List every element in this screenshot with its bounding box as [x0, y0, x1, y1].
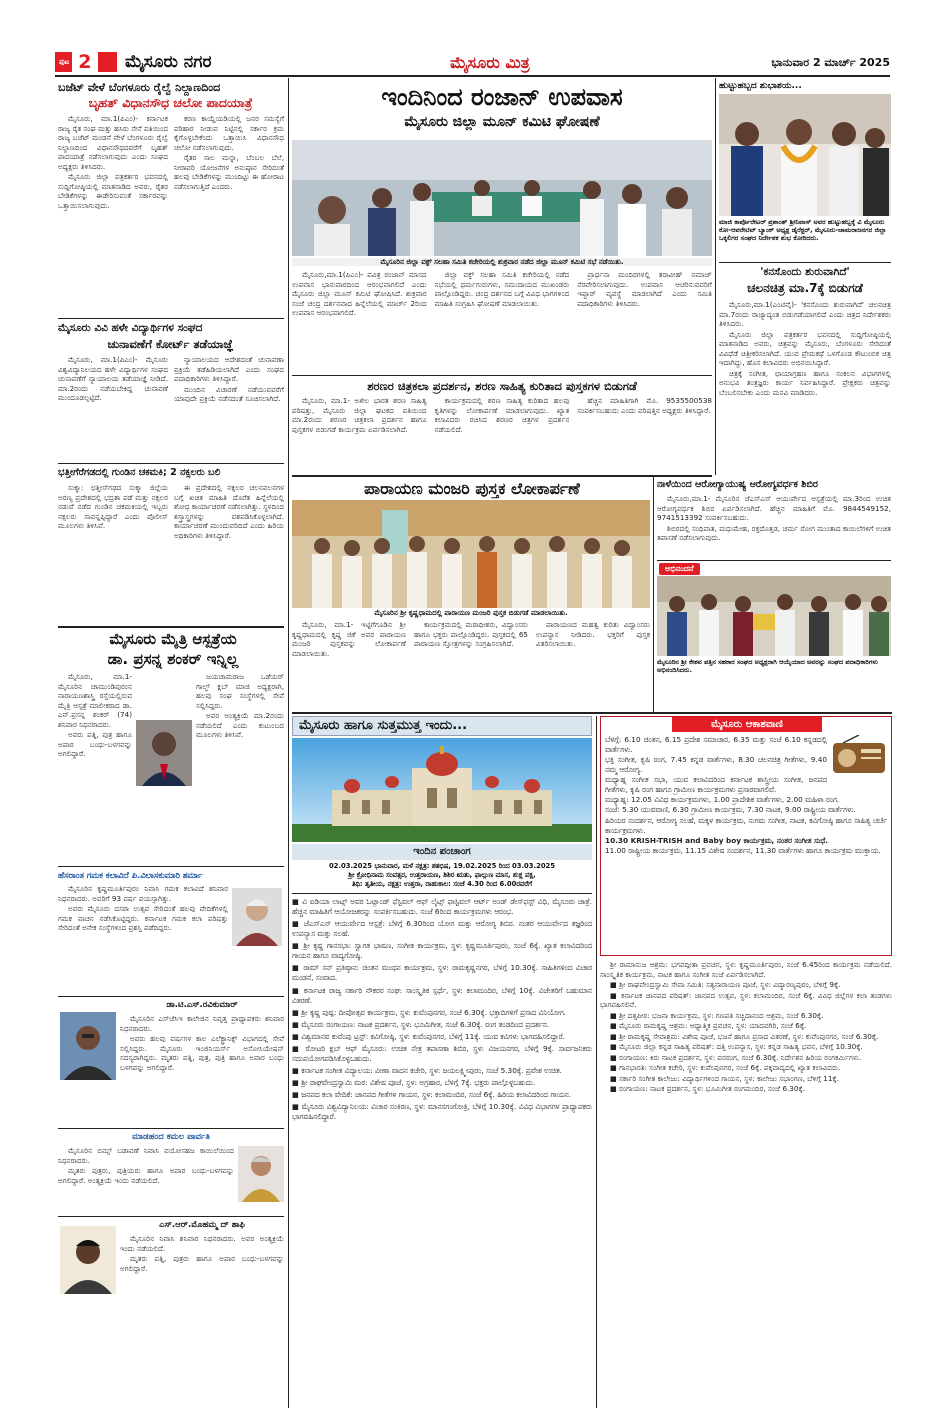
- sharana-text: ಮೈಸೂರು, ಮಾ.1- ಅಖಿಲ ಭಾರತ ಶರಣ ಸಾಹಿತ್ಯ ಪರಿಷತ್ತು, ಮೈಸೂರು ಜಿಲ್ಲಾ ಘಟಕದ ವತಿಯಿಂದ ಮಾ.2ರಂದು ಶರಣರ ಚಿತ್ರಕಲಾ ಪ್ರದರ್ಶನ ಹಾಗೂ ಪುಸ್ತಕಗಳ ಬಿಡುಗಡೆ ಕಾರ್ಯಕ್ರಮ ಏರ್ಪಡಿಸಲಾಗಿದೆ.: [292, 396, 427, 434]
- singer-portrait: [232, 888, 282, 946]
- radio-lower-body: ಶ್ರೀ ರಾಮಾನುಜ ಆಶ್ರಮ: ಭಗವದ್ಗೀತಾ ಪ್ರವಚನ, ಸ್ಥಳ: ಕೃಷ್ಣಮೂರ್ತಿಪುರಂ, ಸಂಜೆ 6.45ರಿಂದ ಕಾರ್ಯಕ್ರಮ ನಡೆಯಲಿದೆ. ಸಾಂಸ್ಕೃತಿಕ ಕಾರ್ಯಕ್ರಮ, ನಾಟಕ ಹಾಗೂ ಸಂಗೀತ ಸಂಜೆ ಏರ್ಪಡಿಸಲಾಗಿದೆ. ■ ಶ್ರೀ ರಾಘವೇಂದ್ರಸ್ವಾಮಿ ಸೇವಾ ಸಮಿತಿ: ಸತ್ಯನಾರಾಯಣ ಪೂಜೆ, ಸ್ಥಳ: ವಿದ್ಯಾರಣ್ಯಪುರಂ, ಬೆಳಿಗ್ಗೆ 9ಕ್ಕೆ. ■ ಕರ್ನಾಟಕ ಜಾನಪದ ಪರಿಷತ್: ಜಾನಪದ ಉತ್ಸವ, ಸ್ಥಳ: ಕಲಾಮಂದಿರ, ಸಂಜೆ 6ಕ್ಕೆ. ವಿವಿಧ ಜಿಲ್ಲೆಗಳ ಕಲಾ ತಂಡಗಳು ಭಾಗವಹಿಸಲಿವೆ. ■ ಶ್ರೀ ದತ್ತಪೀಠ: ಭಜನಾ ಕಾರ್ಯಕ್ರಮ, ಸ್ಥಳ: ಗಣಪತಿ ಸಚ್ಚಿದಾನಂದ ಆಶ್ರಮ, ಸಂಜೆ 6.30ಕ್ಕೆ. ■ ಮೈಸೂರು ರಾಮಕೃಷ್ಣ ಆಶ್ರಮ: ಆಧ್ಯಾತ್ಮಿಕ ಪ್ರವಚನ, ಸ್ಥಳ: ಯಾದವಗಿರಿ, ಸಂಜೆ 6ಕ್ಕೆ. ■ ಶ್ರೀ ರಾಮಕೃಷ್ಣ ಸೇವಾಶ್ರಮ: ವಿಶೇಷ ಪೂಜೆ, ಭಜನೆ ಹಾಗೂ ಪ್ರಸಾದ ವಿತರಣೆ, ಸ್ಥಳ: ಕುವೆಂಪುನಗರ, ಸಂಜೆ 6.30ಕ್ಕೆ. ■ ಮೈಸೂರು ಜಿಲ್ಲಾ ಕನ್ನಡ ಸಾಹಿತ್ಯ ಪರಿಷತ್: ದತ್ತಿ ಉಪನ್ಯಾಸ, ಸ್ಥಳ: ಕನ್ನಡ ಸಾಹಿತ್ಯ ಭವನ, ಬೆಳಿಗ್ಗೆ 10.30ಕ್ಕೆ. ■ ರಂಗಾಯಣ: ಕಿರು ನಾಟಕ ಪ್ರದರ್ಶನ, ಸ್ಥಳ: ವನರಂಗ, ಸಂಜೆ 6.30ಕ್ಕೆ. ನಿರ್ದೇಶನ ಹಿರಿಯ ರಂಗಕರ್ಮಿಗಳು. ■ ಗಾನಭಾರತಿ: ಸಂಗೀತ ಕಚೇರಿ, ಸ್ಥಳ: ಕುವೆಂಪುನಗರ, ಸಂಜೆ 6ಕ್ಕೆ. ಪಕ್ಕವಾದ್ಯದಲ್ಲಿ ಖ್ಯಾತ ಕಲಾವಿದರು. ■ ಸರ್ಕಾರಿ ಸಂಗೀತ ಕಾಲೇಜು: ವಿದ್ಯಾರ್ಥಿಗಳಿಂದ ಗಾಯನ, ಸ್ಥಳ: ಕಾಲೇಜು ಸಭಾಂಗಣ, ಬೆಳಿಗ್ಗೆ 11ಕ್ಕೆ. ■ ರಂಗಾಯಣ: ನಾಟಕ ಪ್ರದರ್ಶನ, ಸ್ಥಳ: ಭೂಮಿಗೀತ ರಂಗಮಂದಿರ, ಸಂಜೆ 6.30ಕ್ಕೆ.: [600, 960, 892, 1093]
- ramzan-headline: ಇಂದಿನಿಂದ ರಂಜಾನ್ ಉಪವಾಸ: [381, 83, 623, 111]
- obituary-text-2: ಮೈಸೂರಿನ ಕೃಷ್ಣಮೂರ್ತಿಪುರಂ ನಿವಾಸಿ ಗಮಕ ಕಲಾವಿದೆ ಶನಿವಾರ ನಿಧನರಾದರು. ಅವರಿಗೆ 93 ವರ್ಷ ವಯಸ್ಸಾಗಿತ್ತು.: [58, 884, 228, 903]
- story-text-b: ನ್ಯಾಯಾಲಯದ ಆದೇಶದಂತೆ ಚುನಾವಣಾ ಪ್ರಕ್ರಿಯೆ ತಡೆಹಿಡಿಯಲಾಗಿದೆ ಎಂದು ಸಂಘದ ಪದಾಧಿಕಾರಿಗಳು ತಿಳಿಸಿದ್ದಾರೆ.: [174, 355, 284, 383]
- birthday-caption: ಮಾಜಿ ಕಾರ್ಪೊರೇಟರ್ ಪ್ರಶಾಂತ್ ಶ್ರೀನಿವಾಸ್ ಅವರ ಹುಟ್ಟುಹಬ್ಬಕ್ಕೆ ವಿ ಮೈಸೂರು ಕೋ-ಆಪರೇಟಿವ್ ಬ್ಯಾಂಕ್ ಅಧ್ಯಕ್ಷ ಡೈರೆಕ್ಟರ್, ಮೈಸೂರು-ಚಾಮರಾಜನಗರ ಜಿಲ್ಲಾ ಒಕ್ಕಲಿಗರ ಸಂಘದ ನಿರ್ದೇಶಕ ಶುಭ ಕೋರಿದರು.: [719, 218, 887, 243]
- radio-line: 11.00 ರಾಷ್ಟ್ರೀಯ ಕಾರ್ಯಕ್ರಮ, 11.15 ವಿಶೇಷ ಸಂದರ್ಶನ, 11.30 ವಾರ್ತೆಗಳು ಹಾಗೂ ಕಾರ್ಯಕ್ರಮ ಮುಕ್ತಾಯ.: [605, 845, 881, 855]
- radio-lower-text: ಶ್ರೀ ರಾಮಾನುಜ ಆಶ್ರಮ: ಭಗವದ್ಗೀತಾ ಪ್ರವಚನ, ಸ್ಥಳ: ಕೃಷ್ಣಮೂರ್ತಿಪುರಂ, ಸಂಜೆ 6.45ರಿಂದ ಕಾರ್ಯಕ್ರಮ ನಡೆಯಲಿದೆ. ಸಾಂಸ್ಕೃತಿಕ ಕಾರ್ಯಕ್ರಮ, ನಾಟಕ ಹಾಗೂ ಸಂಗೀತ ಸಂಜೆ ಏರ್ಪಡಿಸಲಾಗಿದೆ.: [600, 960, 892, 979]
- obituary-text-4: ಮೈಸೂರಿನ ಬಿಮ್ಸ್ ಬಡಾವಣೆ ನಿವಾಸಿ ವಯೋಸಹಜ ಕಾಯಿಲೆಯಿಂದ ನಿಧನರಾದರು.: [58, 1146, 234, 1165]
- portrait-icon: [232, 888, 282, 946]
- birthday-photo-icon: [719, 94, 891, 216]
- film-kicker: 'ಕನಸೊಂದು ಶುರುವಾಗಿದೆ': [760, 266, 850, 278]
- today-banner: [292, 716, 592, 736]
- list-item: ■ ರೋಟರಿ ಕ್ಲಬ್ ಆಫ್ ಮೈಸೂರು: ಉಚಿತ ನೇತ್ರ ತಪಾಸಣಾ ಶಿಬಿರ, ಸ್ಥಳ: ವಿಜಯನಗರ, ಬೆಳಿಗ್ಗೆ 9ಕ್ಕೆ. ಸಾರ್ವಜನಿಕರು ಸದುಪಯೋಗಪಡಿಸಿಕೊಳ್ಳಬಹುದು.: [292, 1043, 592, 1063]
- obituary-sub-4-body: ಮೈಸೂರಿನ ನಿವಾಸಿ ಶನಿವಾರ ನಿಧನರಾದರು. ಅವರ ಅಂತ್ಯಕ್ರಿಯೆ ಇಂದು ನಡೆಯಲಿದೆ. ಮೃತರು ಪತ್ನಿ, ಪುತ್ರರು ಹಾಗೂ ಅಪಾರ ಬಂಧು-ಬಳಗವನ್ನು ಅಗಲಿದ್ದಾರೆ.: [120, 1234, 284, 1273]
- ramzan-caption: ಮೈಸೂರಿನ ಜಿಲ್ಲಾ ವಕ್ಫ್ ಸಲಹಾ ಸಮಿತಿ ಕಚೇರಿಯಲ್ಲಿ ಶುಕ್ರವಾರ ನಡೆದ ಜಿಲ್ಲಾ ಮೂನ್ ಕಮಿಟಿ ಸಭೆ ನಡೆಯಿತು.: [292, 258, 712, 266]
- palace-icon: [292, 738, 592, 842]
- list-item: ■ ಶ್ರೀ ಕೃಷ್ಣ ಗಾನಸಭಾ: ಸ್ವಾಗತ ಭಾಷಣ, ಸಂಗೀತ ಕಾರ್ಯಕ್ರಮ, ಸ್ಥಳ: ಕೃಷ್ಣಮೂರ್ತಿಪುರಂ, ಸಂಜೆ 6ಕ್ಕೆ. ಖ್ಯಾತ ಕಲಾವಿದರಿಂದ ಗಾಯನ ಹಾಗೂ ವಾದ್ಯಗೋಷ್ಠಿ.: [292, 941, 592, 961]
- radio-box: [600, 716, 892, 956]
- obituary-sub-1: ಹೆಸರಾಂತ ಗಮಕ ಕಲಾವಿದೆ ಪಿ.ವಿಲಾಸಕುಮಾರಿ ಶರ್ಮಾ: [58, 870, 203, 880]
- radio-line: ಮಧ್ಯಾಹ್ನ ಸಂಗೀತ ಸಭಾ, ಯುವ ಕಲಾವಿದರಿಂದ ಕರ್ನಾಟಕ ಶಾಸ್ತ್ರೀಯ ಸಂಗೀತ, ಜನಪದ ಗೀತೆಗಳು, ಕೃಷಿ ರಂಗ ಹಾಗೂ ಗ್ರಾಮೀಣ ಕಾರ್ಯಕ್ರಮಗಳು ಪ್ರಸಾರವಾಗಲಿವೆ.: [605, 775, 827, 795]
- obituary-sub-3-body: ಮೈಸೂರಿನ ಬಿಮ್ಸ್ ಬಡಾವಣೆ ನಿವಾಸಿ ವಯೋಸಹಜ ಕಾಯಿಲೆಯಿಂದ ನಿಧನರಾದರು. ಮೃತರು ಪುತ್ರರು, ಪುತ್ರಿಯರು ಹಾಗೂ ಅಪಾರ ಬಂಧು-ಬಳಗವನ್ನು ಅಗಲಿದ್ದಾರೆ. ಅಂತ್ಯಕ್ರಿಯೆ ಇಂದು ನಡೆಯಲಿದೆ.: [58, 1146, 234, 1185]
- professor-portrait: [60, 1012, 116, 1080]
- list-item: ■ ಮೈಸೂರು ರಂಗಾಯಣ: ನಾಟಕ ಪ್ರದರ್ಶನ, ಸ್ಥಳ: ಭೂಮಿಗೀತ, ಸಂಜೆ 6.30ಕ್ಕೆ. ರಂಗ ತಂಡದಿಂದ ಪ್ರದರ್ಶನ.: [292, 1019, 550, 1029]
- portrait-icon: [60, 1012, 116, 1080]
- masthead: ಮೈಸೂರು ಮಿತ್ರ: [450, 53, 530, 72]
- birthday-photo: [719, 94, 891, 216]
- radio-line: ಭಕ್ತಿ ಸಂಗೀತ, ಕೃಷಿ ರಂಗ, 7.45 ಕನ್ನಡ ವಾರ್ತೆಗಳು, 8.30 ಚಲನಚಿತ್ರ ಗೀತೆಗಳು, 9.40 ನಮ್ಮ ಆರೋಗ್ಯ.: [605, 755, 827, 775]
- page-label: ಪುಟ: [59, 57, 70, 66]
- story-kicker: ಬಜೆಟ್ ವೇಳೆ ಬೆಂಗಳೂರು ರೈಲ್ವೆ ನಿಲ್ದಾಣದಿಂದ: [58, 81, 221, 94]
- doctor-portrait: [136, 720, 192, 786]
- obituary-sub-1-body: ಮೈಸೂರಿನ ಕೃಷ್ಣಮೂರ್ತಿಪುರಂ ನಿವಾಸಿ ಗಮಕ ಕಲಾವಿದೆ ಶನಿವಾರ ನಿಧನರಾದರು. ಅವರಿಗೆ 93 ವರ್ಷ ವಯಸ್ಸಾಗಿತ್ತು. ಅವರು ಮೈಸೂರು ದಸರಾ ಉತ್ಸವ ಸೇರಿದಂತೆ ಹಲವು ವೇದಿಕೆಗಳಲ್ಲಿ ಗಮಕ ವಾಚನ ನಡೆಸಿಕೊಟ್ಟಿದ್ದರು. ಕರ್ನಾಟಕ ಗಮಕ ಕಲಾ ಪರಿಷತ್ತು ಸೇರಿದಂತೆ ಅನೇಕ ಸಂಸ್ಥೆಗಳಿಂದ ಪ್ರಶಸ್ತಿ ಪಡೆದಿದ್ದರು.: [58, 884, 228, 932]
- sharana-headline: ಶರಣರ ಚಿತ್ರಕಲಾ ಪ್ರದರ್ಶನ, ಶರಣ ಸಾಹಿತ್ಯ ಕುರಿತಾದ ಪುಸ್ತಕಗಳ ಬಿಡುಗಡೆ: [367, 379, 637, 393]
- obituary-text-5: ಮೈಸೂರಿನ ನಿವಾಸಿ ಶನಿವಾರ ನಿಧನರಾದರು. ಅವರ ಅಂತ್ಯಕ್ರಿಯೆ ಇಂದು ನಡೆಯಲಿದೆ.: [120, 1234, 284, 1253]
- ramzan-body: ಮೈಸೂರು,ಮಾ.1(ಪಿಎಂ)- ಪವಿತ್ರ ರಂಜಾನ್ ಮಾಸದ ಉಪವಾಸ ಭಾನುವಾರದಿಂದ ಆರಂಭವಾಗಲಿದೆ ಎಂದು ಮೈಸೂರು ಜಿಲ್ಲಾ ಮೂನ್ ಕಮಿಟಿ ಘೋಷಿಸಿದೆ. ಶುಕ್ರವಾರ ಸಂಜೆ ಚಂದ್ರ ದರ್ಶನವಾದ ಹಿನ್ನೆಲೆಯಲ್ಲಿ ಮಾರ್ಚ್ 2ರಿಂದ ಉಪವಾಸ ಆರಂಭವಾಗಲಿದೆ. ಜಿಲ್ಲಾ ವಕ್ಫ್ ಸಲಹಾ ಸಮಿತಿ ಕಚೇರಿಯಲ್ಲಿ ನಡೆದ ಸಭೆಯಲ್ಲಿ ಧರ್ಮಗುರುಗಳು, ಸಮುದಾಯದ ಮುಖಂಡರು ಪಾಲ್ಗೊಂಡಿದ್ದರು. ಚಂದ್ರ ದರ್ಶನದ ಬಗ್ಗೆ ವಿವಿಧ ಭಾಗಗಳಿಂದ ಮಾಹಿತಿ ಸಂಗ್ರಹಿಸಿ ಘೋಷಣೆ ಮಾಡಲಾಯಿತು. ಪ್ರಾರ್ಥನಾ ಮಂದಿರಗಳಲ್ಲಿ ತರಾವೀಹ್ ನಮಾಜ್ ನೆರವೇರಿಸಲಾಗುವುದು. ಉಪವಾಸ ಆಚರಿಸುವವರಿಗೆ ಇಫ್ತಾರ್ ವ್ಯವಸ್ಥೆ ಮಾಡಲಾಗಿದೆ ಎಂದು ಸಮಿತಿ ಪದಾಧಿಕಾರಿಗಳು ತಿಳಿಸಿದರು.: [292, 270, 712, 317]
- obituary-sub-2-body: ಮೈಸೂರಿನ ಎಸ್‌ಜೆಸಿಇ ಕಾಲೇಜಿನ ನಿವೃತ್ತ ಪ್ರಾಧ್ಯಾಪಕರು ಶನಿವಾರ ನಿಧನರಾದರು. ಅವರು ಹಲವು ವರ್ಷಗಳ ಕಾಲ ಎಲೆಕ್ಟ್ರಾನಿಕ್ಸ್ ವಿಭಾಗದಲ್ಲಿ ಸೇವೆ ಸಲ್ಲಿಸಿದ್ದರು. ಮೈಸೂರು ಇಂಜಿನಿಯರ್ಸ್ ಅಸೋಸಿಯೇಷನ್ ಸದಸ್ಯರಾಗಿದ್ದರು. ಮೃತರು ಪತ್ನಿ, ಪುತ್ರ, ಪುತ್ರಿ ಹಾಗೂ ಅಪಾರ ಬಂಧು ಬಳಗವನ್ನು ಅಗಲಿದ್ದಾರೆ.: [120, 1014, 284, 1072]
- abhinandane-caption: ಮೈಸೂರಿನ ಶ್ರೀ ಕೇಶವ ಪತ್ತಿನ ಸಹಕಾರ ಸಂಘದ ಅಧ್ಯಕ್ಷರಾಗಿ ಆಯ್ಕೆಯಾದ ಅವರನ್ನು ಸಂಘದ ಪದಾಧಿಕಾರಿಗಳು ಅಭಿನಂದಿಸಿದರು.: [657, 658, 878, 675]
- page-number-box: [55, 52, 117, 72]
- abhinandane-photo: [657, 576, 891, 656]
- events-list: [292, 897, 592, 1407]
- group-photo-icon: [292, 500, 650, 608]
- obituary-sub-4: ಎಸ್.ಆರ್.ಮೊಹಮ್ಮ ದ್ ಶಾಫಿ: [159, 1220, 245, 1230]
- panchanga-line-2: ಶ್ರೀ ಕ್ರೋಧಿನಾಮ ಸಂವತ್ಸರ, ಉತ್ತರಾಯಣ, ಶಿಶಿರ ಋತು, ಫಾಲ್ಗುಣ ಮಾಸ, ಶುಕ್ಲ ಪಕ್ಷ,: [348, 871, 536, 880]
- story-text-a: ಕರಣ ಕಾಯ್ದೆಯಡಿಯಲ್ಲಿ ಜನರ ಸಮಸ್ಯೆಗೆ ಪರಿಹಾರ ನೀಡುವ ನಿಟ್ಟಿನಲ್ಲಿ ಸರ್ಕಾರ ಕ್ರಮ ಕೈಗೊಳ್ಳಬೇಕೆಂದು ಒತ್ತಾಯಿಸಿ ವಿಧಾನಸೌಧ ಚಲೋ ನಡೆಸಲಾಗುವುದು.: [174, 114, 284, 152]
- list-item: ■ ಮೈಸೂರು ವಿಶ್ವವಿದ್ಯಾನಿಲಯ: ವಿಚಾರ ಸಂಕಿರಣ, ಸ್ಥಳ: ಮಾನಸಗಂಗೋತ್ರಿ, ಬೆಳಿಗ್ಗೆ 10.30ಕ್ಕೆ. ವಿವಿಧ ವಿಭಾಗಗಳ ಪ್ರಾಧ್ಯಾಪಕರು ಭಾಗವಹಿಸಲಿದ್ದಾರೆ.: [292, 1102, 592, 1122]
- obituary-sub-2: ಡಾ.ಟಿ.ಎಸ್.ರವಿಕುಮಾರ್: [166, 1000, 238, 1010]
- abhinandane-label: ಅಭಿನಂದನೆ: [659, 563, 700, 575]
- page-header: [55, 50, 890, 74]
- list-item: ■ ಶ್ರೀ ರಾಘವೇಂದ್ರಸ್ವಾಮಿ ಮಠ: ವಿಶೇಷ ಪೂಜೆ, ಸ್ಥಳ: ಅಗ್ರಹಾರ, ಬೆಳಿಗ್ಗೆ 7ಕ್ಕೆ. ಭಕ್ತರು ಪಾಲ್ಗೊಳ್ಳಬಹುದು.: [292, 1078, 536, 1087]
- radio-schedule: [601, 732, 891, 954]
- obituary-headline-1: ಮೈಸೂರು ಮೈತ್ರಿ ಆಸ್ಪತ್ರೆಯ: [109, 630, 237, 648]
- story-body: ಮೈಸೂರು, ಮಾ.1(ಪಿಎಂ)- ಕರ್ನಾಟಕ ರಾಜ್ಯ ರೈತ ಸಂಘ ಮತ್ತು ಹಸಿರು ಸೇನೆ ವತಿಯಿಂದ ರಾಜ್ಯ ಬಜೆಟ್ ಮಂಡನೆ ವೇಳೆ ಬೆಂಗಳೂರು ರೈಲ್ವೆ ನಿಲ್ದಾಣದಿಂದ ವಿಧಾನಸೌಧದವರೆಗೆ ಬೃಹತ್ ಪಾದಯಾತ್ರೆ ನಡೆಸಲಾಗುವುದು ಎಂದು ಸಂಘದ ಅಧ್ಯಕ್ಷರು ತಿಳಿಸಿದರು. ಮೈಸೂರು ಜಿಲ್ಲಾ ಪತ್ರಕರ್ತರ ಭವನದಲ್ಲಿ ಸುದ್ದಿಗೋಷ್ಠಿಯಲ್ಲಿ ಮಾತನಾಡಿದ ಅವರು, ರೈತರ ಬೇಡಿಕೆಗಳನ್ನು ಈಡೇರಿಸುವಂತೆ ಸರ್ಕಾರವನ್ನು ಒತ್ತಾಯಿಸಲಾಗುವುದು.: [58, 114, 168, 210]
- health-text: ಮೈಸೂರು,ಮಾ.1- ಮೈಸೂರಿನ ಜೆಎಸ್‌ಎಸ್ ಆಯುರ್ವೇದ ಆಸ್ಪತ್ರೆಯಲ್ಲಿ ಮಾ.3ರಿಂದ ಉಚಿತ ಆರೋಗ್ಯವರ್ಧಕ ಶಿಬಿರ ಏರ್ಪಡಿಸಲಾಗಿದೆ. ಹೆಚ್ಚಿನ ಮಾಹಿತಿಗೆ ಮೊ. 9844549152, 9741513392 ಸಂಪರ್ಕಿಸಬಹುದು.: [657, 494, 891, 522]
- man-portrait: [60, 1226, 116, 1294]
- elder-portrait: [238, 1146, 284, 1202]
- obituary-body: ಮೈಸೂರು, ಮಾ.1- ಮೈಸೂರಿನ ಚಾಮುಂಡಿಪುರಂನ ನಾರಾಯಣಶಾಸ್ತ್ರಿ ರಸ್ತೆಯಲ್ಲಿರುವ ಮೈತ್ರಿ ಆಸ್ಪತ್ರೆ ಮಾಲೀಕರಾದ ಡಾ. ಎನ್.ಪ್ರಸನ್ನ ಶಂಕರ್ (74) ಶನಿವಾರ ನಿಧನರಾದರು. ಅವರು ಪತ್ನಿ, ಪುತ್ರ ಹಾಗೂ ಅಪಾರ ಬಂಧು-ಬಳಗವನ್ನು ಅಗಲಿದ್ದಾರೆ.: [58, 672, 132, 758]
- health-body: ಮೈಸೂರು,ಮಾ.1- ಮೈಸೂರಿನ ಜೆಎಸ್‌ಎಸ್ ಆಯುರ್ವೇದ ಆಸ್ಪತ್ರೆಯಲ್ಲಿ ಮಾ.3ರಿಂದ ಉಚಿತ ಆರೋಗ್ಯವರ್ಧಕ ಶಿಬಿರ ಏರ್ಪಡಿಸಲಾಗಿದೆ. ಹೆಚ್ಚಿನ ಮಾಹಿತಿಗೆ ಮೊ. 9844549152, 9741513392 ಸಂಪರ್ಕಿಸಬಹುದು. ಶಿಬಿರದಲ್ಲಿ ಸಂಧಿವಾತ, ಮಧುಮೇಹ, ರಕ್ತದೊತ್ತಡ, ಚರ್ಮ ರೋಗ ಮುಂತಾದ ಕಾಯಿಲೆಗಳಿಗೆ ಉಚಿತ ತಪಾಸಣೆ ನಡೆಸಲಾಗುವುದು.: [657, 494, 891, 542]
- page-date: ಭಾನುವಾರ 2 ಮಾರ್ಚ್ 2025: [771, 56, 890, 69]
- panchanga-line-3: ತಿಥಿ: ತೃತೀಯ, ನಕ್ಷತ್ರ: ಉತ್ತರಾ, ರಾಹುಕಾಲ: ಸಂಜೆ 4.30 ರಿಂದ 6.00ರವರೆಗೆ: [351, 880, 533, 889]
- story3-body: ಸುಕ್ಮಾ: ಛತ್ತೀಸ್‌ಗಢದ ಸುಕ್ಮಾ ಜಿಲ್ಲೆಯ ಅರಣ್ಯ ಪ್ರದೇಶದಲ್ಲಿ ಭದ್ರತಾ ಪಡೆ ಮತ್ತು ನಕ್ಸಲರ ನಡುವೆ ನಡೆದ ಗುಂಡಿನ ಚಕಮಕಿಯಲ್ಲಿ ಇಬ್ಬರು ನಕ್ಸಲರು ಸಾವನ್ನಪ್ಪಿದ್ದಾರೆ ಎಂದು ಪೊಲೀಸ್ ಮೂಲಗಳು ತಿಳಿಸಿವೆ. ಈ ಪ್ರದೇಶದಲ್ಲಿ ನಕ್ಸಲರ ಚಲನವಲನಗಳ ಬಗ್ಗೆ ಖಚಿತ ಮಾಹಿತಿ ದೊರೆತ ಹಿನ್ನೆಲೆಯಲ್ಲಿ ಶೋಧ ಕಾರ್ಯಾಚರಣೆ ನಡೆಸಲಾಗಿತ್ತು. ಸ್ಥಳದಿಂದ ಶಸ್ತ್ರಾಸ್ತ್ರಗಳನ್ನು ವಶಪಡಿಸಿಕೊಳ್ಳಲಾಗಿದೆ. ಕಾರ್ಯಾಚರಣೆ ಮುಂದುವರಿದಿದೆ ಎಂದು ಹಿರಿಯ ಅಧಿಕಾರಿಗಳು ತಿಳಿಸಿದ್ದಾರೆ.: [58, 483, 284, 540]
- story3-headline: ಭತ್ತೀಗೆರೆಗಡದಲ್ಲಿ ಗುಂಡಿನ ಚಕಮಕಿ; 2 ನಕ್ಸಲರು ಬಲಿ: [58, 467, 221, 478]
- film-headline: ಚಲನಚಿತ್ರ ಮಾ.7ಕ್ಕೆ ಬಿಡುಗಡೆ: [747, 281, 863, 295]
- parayana-headline: ಪಾರಾಯಣ ಮಂಜರಿ ಪುಸ್ತಕ ಲೋಕಾರ್ಪಣೆ: [364, 479, 580, 498]
- list-item: ■ ಕರ್ನಾಟಕ ಸಂಗೀತ ವಿದ್ಯಾಲಯ: ವೀಣಾ ವಾದನ ಕಚೇರಿ, ಸ್ಥಳ: ಜಯಲಕ್ಷ್ಮೀಪುರಂ, ಸಂಜೆ 5.30ಕ್ಕೆ. ಪ್ರವೇಶ ಉಚಿತ.: [292, 1065, 562, 1075]
- list-item: ■ ಶ್ರೀ ಕೃಷ್ಣ ಪುಷ್ಪ: ದೀಪೋತ್ಸವ ಕಾರ್ಯಕ್ರಮ, ಸ್ಥಳ: ಕುವೆಂಪುನಗರ, ಸಂಜೆ 6.30ಕ್ಕೆ. ಭಕ್ತಾದಿಗಳಿಗೆ ಪ್ರಸಾದ ವಿನಿಯೋಗ.: [292, 1007, 567, 1017]
- radio-title: ಮೈಸೂರು ಆಕಾಶವಾಣಿ: [672, 717, 822, 732]
- header-rule: [55, 75, 890, 77]
- today-banner-text: ಮೈಸೂರು ಹಾಗೂ ಸುತ್ತಮುತ್ತ ಇಂದು...: [299, 718, 468, 733]
- story2-body: ಮೈಸೂರು, ಮಾ.1(ಪಿಎಂ)- ಮೈಸೂರು ವಿಶ್ವವಿದ್ಯಾನಿಲಯದ ಹಳೇ ವಿದ್ಯಾರ್ಥಿಗಳ ಸಂಘದ ಚುನಾವಣೆಗೆ ನ್ಯಾಯಾಲಯ ತಡೆಯಾಜ್ಞೆ ನೀಡಿದೆ. ಮಾ.2ರಂದು ನಡೆಯಬೇಕಿದ್ದ ಚುನಾವಣೆ ಮುಂದೂಡಲ್ಪಟ್ಟಿದೆ.: [58, 355, 168, 402]
- parayana-body: ಮೈಸೂರು, ಮಾ.1- ಇಟ್ಟಿಗೆಗೂಡಿನ ಶ್ರೀ ಕೃಷ್ಣಧಾಮದಲ್ಲಿ ಕೃಷ್ಣ ಜಿಕೆ ಅವರ ಪಾರಾಯಣ ಮಂಜರಿ ಪುಸ್ತಕವನ್ನು ಲೋಕಾರ್ಪಣೆ ಮಾಡಲಾಯಿತು. ಕಾರ್ಯಕ್ರಮದಲ್ಲಿ ಮಠಾಧೀಶರು, ವಿದ್ವಾಂಸರು ಹಾಗೂ ಭಕ್ತರು ಪಾಲ್ಗೊಂಡಿದ್ದರು. ಪುಸ್ತಕದಲ್ಲಿ 65 ಪಾರಾಯಣ ಸ್ತೋತ್ರಗಳನ್ನು ಸಂಗ್ರಹಿಸಲಾಗಿದೆ. ಪಾರಾಯಣದ ಮಹತ್ವ ಕುರಿತು ವಿದ್ವಾಂಸರು ಉಪನ್ಯಾಸ ನೀಡಿದರು. ಭಕ್ತರಿಗೆ ಪುಸ್ತಕ ವಿತರಿಸಲಾಯಿತು.: [292, 620, 650, 658]
- story-body-col2: ಕರಣ ಕಾಯ್ದೆಯಡಿಯಲ್ಲಿ ಜನರ ಸಮಸ್ಯೆಗೆ ಪರಿಹಾರ ನೀಡುವ ನಿಟ್ಟಿನಲ್ಲಿ ಸರ್ಕಾರ ಕ್ರಮ ಕೈಗೊಳ್ಳಬೇಕೆಂದು ಒತ್ತಾಯಿಸಿ ವಿಧಾನಸೌಧ ಚಲೋ ನಡೆಸಲಾಗುವುದು. ರೈತರ ಸಾಲ ಮನ್ನಾ, ಬೆಂಬಲ ಬೆಲೆ, ನೀರಾವರಿ ಯೋಜನೆಗಳ ಅನುಷ್ಠಾನ ಸೇರಿದಂತೆ ಹಲವು ಬೇಡಿಕೆಗಳನ್ನು ಮುಂದಿಟ್ಟು ಈ ಹೋರಾಟ ನಡೆಸಲಾಗುತ್ತಿದೆ ಎಂದರು.: [174, 114, 284, 191]
- ramzan-subhead: ಮೈಸೂರು ಜಿಲ್ಲಾ ಮೂನ್ ಕಮಿಟಿ ಘೋಷಣೆ: [404, 114, 600, 130]
- obituary-body-col2: ಜಯಚಾಮರಾಜ ಒಡೆಯರ್ ಗಾಲ್ಫ್ ಕ್ಲಬ್ ಮಾಜಿ ಅಧ್ಯಕ್ಷರಾಗಿ, ಹಲವು ಸಂಘ ಸಂಸ್ಥೆಗಳಲ್ಲಿ ಸೇವೆ ಸಲ್ಲಿಸಿದ್ದರು. ಅವರ ಅಂತ್ಯಕ್ರಿಯೆ ಮಾ.2ರಂದು ನಡೆಯಲಿದೆ ಎಂದು ಕುಟುಂಬದ ಮೂಲಗಳು ತಿಳಿಸಿವೆ.: [196, 672, 284, 739]
- panchanga-title: [292, 844, 592, 860]
- ramzan-meeting-photo: [292, 140, 712, 256]
- story2-headline: ಚುನಾವಣೆಗೆ ಕೋರ್ಟ್ ತಡೆಯಾಜ್ಞೆ: [107, 337, 234, 351]
- radio-line: ಹಿರಿಯರ ಸಂದರ್ಶನ, ಆರೋಗ್ಯ ಸಲಹೆ, ಮಕ್ಕಳ ಕಾರ್ಯಕ್ರಮ, ಸುಗಮ ಸಂಗೀತ, ನಾಟಕ, ಕವಿಗೋಷ್ಠಿ ಹಾಗೂ ಸಾಹಿತ್ಯ ಚರ್ಚೆ ಕಾರ್ಯಕ್ರಮಗಳು.: [605, 815, 887, 835]
- page-number: 2: [72, 52, 97, 72]
- story-headline: ಬೃಹತ್ ವಿಧಾನಸೌಧ ಚಲೋ ಪಾದಯಾತ್ರೆ: [88, 95, 253, 110]
- panchanga-title-text: ಇಂದಿನ ಪಂಚಾಂಗ: [413, 846, 471, 857]
- list-item: ■ ವಿ ಐಡಿಯಾ ಲಾಟ್ಸ್ ಅವರ ಓಟ್ಲಾಂಡ್ ಫೆಸ್ಟಿವಲ್ ಆಫ್ ಲೈಟ್ಸ್ ಫಾಸ್ಟಿವಲ್ ಆರ್ಟ್ ಅಂಡ್ ಡೇಸ್‌ಫಸ್ಟ್ ವಿಧಿ, ಮೈಸೂರು ಜಾತ್ರೆ. ಹೆಚ್ಚಿನ ಮಾಹಿತಿಗೆ ಆಯೋಜಕರನ್ನು ಸಂಪರ್ಕಿಸಬಹುದು. ಸಂಜೆ 6ರಿಂದ ಕಾರ್ಯಕ್ರಮಗಳು ಆರಂಭ.: [292, 897, 592, 917]
- list-item: ■ ರಾಮ್ ಸನ್ ಪ್ರತಿಷ್ಠಾನ: ಚಿಂತನ ಮಂಥನ ಕಾರ್ಯಕ್ರಮ, ಸ್ಥಳ: ರಾಮಕೃಷ್ಣನಗರ, ಬೆಳಿಗ್ಗೆ 10.30ಕ್ಕೆ. ಸಾಹಿತಿಗಳಿಂದ ವಿಚಾರ ಮಂಡನೆ, ಸಂವಾದ.: [292, 963, 592, 983]
- birthday-title: ಹುಟ್ಟುಹಬ್ಬದ ಶುಭಾಶಯ...: [719, 81, 802, 91]
- felicitation-photo-icon: [657, 576, 891, 656]
- panchanga-line-1: 02.03.2025 ಭಾನುವಾರ, ಮಳೆ ನಕ್ಷತ್ರ: ಶತಭಿಷ, 19.02.2025 ರಿಂದ 03.03.2025: [328, 862, 556, 870]
- parayana-caption: ಮೈಸೂರಿನ ಶ್ರೀ ಕೃಷ್ಣಧಾಮದಲ್ಲಿ ಪಾರಾಯಣ ಮಂಜರಿ ಪುಸ್ತಕ ಬಿಡುಗಡೆ ಮಾಡಲಾಯಿತು.: [374, 609, 568, 617]
- film-body: ಮೈಸೂರು,ಮಾ.1(ಎಂಟಿವೈ)- 'ಕನಸೊಂದು ಶುರುವಾಗಿದೆ' ಚಲನಚಿತ್ರ ಮಾ.7ರಂದು ರಾಜ್ಯಾದ್ಯಂತ ಬಿಡುಗಡೆಯಾಗಲಿದೆ ಎಂದು ಚಿತ್ರದ ನಿರ್ದೇಶಕರು ತಿಳಿಸಿದರು. ಮೈಸೂರು ಜಿಲ್ಲಾ ಪತ್ರಕರ್ತರ ಭವನದಲ್ಲಿ ಸುದ್ದಿಗೋಷ್ಠಿಯಲ್ಲಿ ಮಾತನಾಡಿದ ಅವರು, ಚಿತ್ರವನ್ನು ಮೈಸೂರು, ಬೆಂಗಳೂರು ಸೇರಿದಂತೆ ವಿವಿಧೆಡೆ ಚಿತ್ರೀಕರಿಸಲಾಗಿದೆ. ಯುವ ಪ್ರೇಮಕಥೆ ಒಳಗೊಂಡ ಕೌಟುಂಬಿಕ ಚಿತ್ರ ಇದಾಗಿದ್ದು, ಹೊಸ ಕಲಾವಿದರು ಅಭಿನಯಿಸಿದ್ದಾರೆ. ಚಿತ್ರಕ್ಕೆ ಸಂಗೀತ, ಛಾಯಾಗ್ರಹಣ ಹಾಗೂ ಸಂಕಲನ ವಿಭಾಗಗಳಲ್ಲಿ ಅನುಭವಿ ತಂತ್ರಜ್ಞರು ಕಾರ್ಯ ನಿರ್ವಹಿಸಿದ್ದಾರೆ. ಪ್ರೇಕ್ಷಕರು ಚಿತ್ರವನ್ನು ಬೆಂಬಲಿಸಬೇಕು ಎಂದು ಮನವಿ ಮಾಡಿದರು.: [719, 300, 891, 397]
- obituary-text-3: ಮೈಸೂರಿನ ಎಸ್‌ಜೆಸಿಇ ಕಾಲೇಜಿನ ನಿವೃತ್ತ ಪ್ರಾಧ್ಯಾಪಕರು ಶನಿವಾರ ನಿಧನರಾದರು.: [120, 1014, 284, 1033]
- film-text: ಮೈಸೂರು,ಮಾ.1(ಎಂಟಿವೈ)- 'ಕನಸೊಂದು ಶುರುವಾಗಿದೆ' ಚಲನಚಿತ್ರ ಮಾ.7ರಂದು ರಾಜ್ಯಾದ್ಯಂತ ಬಿಡುಗಡೆಯಾಗಲಿದೆ ಎಂದು ಚಿತ್ರದ ನಿರ್ದೇಶಕರು ತಿಳಿಸಿದರು.: [719, 300, 891, 328]
- radio-line: 10.30 KRISH-TRISH and Baby boy ಕಾರ್ಯಕ್ರಮ, ನಂತರ ಸಂಗೀತ ಸುಧೆ.: [605, 835, 828, 845]
- health-headline: ನಾಳೆಯಿಂದ ಆರೋಗ್ಯಾಯುಷ್ಯ ಆರೋಗ್ಯವರ್ಧಕ ಶಿಬಿರ: [657, 479, 818, 490]
- panchanga-details: [292, 862, 592, 890]
- obituary-headline-2: ಡಾ. ಪ್ರಸನ್ನ ಶಂಕರ್ ಇನ್ನಿಲ್ಲ: [107, 650, 239, 668]
- obituary-sub-3: ಮಾಡಹಂದ ಕಮಲ ಪಾರ್ವತಿ: [132, 1132, 210, 1142]
- portrait-icon: [60, 1226, 116, 1294]
- meeting-photo-icon: [292, 140, 712, 256]
- radio-line: ಬೆಳಿಗ್ಗೆ: 6.10 ಚಿಂತನ, 6.15 ಪ್ರದೇಶ ಸಮಾಚಾರ, 6.35 ಮತ್ತು ಸಂಜೆ 6.10 ಕನ್ನಡದಲ್ಲಿ ವಾರ್ತೆಗಳು.: [605, 735, 827, 755]
- radio-icon: [831, 735, 887, 775]
- obituary-text: ಮೈಸೂರು, ಮಾ.1- ಮೈಸೂರಿನ ಚಾಮುಂಡಿಪುರಂನ ನಾರಾಯಣಶಾಸ್ತ್ರಿ ರಸ್ತೆಯಲ್ಲಿರುವ ಮೈತ್ರಿ ಆಸ್ಪತ್ರೆ ಮಾಲೀಕರಾದ ಡಾ. ಎನ್.ಪ್ರಸನ್ನ ಶಂಕರ್ (74) ಶನಿವಾರ ನಿಧನರಾದರು.: [58, 672, 132, 729]
- parayana-text: ಮೈಸೂರು, ಮಾ.1- ಇಟ್ಟಿಗೆಗೂಡಿನ ಶ್ರೀ ಕೃಷ್ಣಧಾಮದಲ್ಲಿ ಕೃಷ್ಣ ಜಿಕೆ ಅವರ ಪಾರಾಯಣ ಮಂಜರಿ ಪುಸ್ತಕವನ್ನು ಲೋಕಾರ್ಪಣೆ ಮಾಡಲಾಯಿತು.: [292, 620, 406, 658]
- palace-photo: [292, 738, 592, 842]
- sharana-body: ಮೈಸೂರು, ಮಾ.1- ಅಖಿಲ ಭಾರತ ಶರಣ ಸಾಹಿತ್ಯ ಪರಿಷತ್ತು, ಮೈಸೂರು ಜಿಲ್ಲಾ ಘಟಕದ ವತಿಯಿಂದ ಮಾ.2ರಂದು ಶರಣರ ಚಿತ್ರಕಲಾ ಪ್ರದರ್ಶನ ಹಾಗೂ ಪುಸ್ತಕಗಳ ಬಿಡುಗಡೆ ಕಾರ್ಯಕ್ರಮ ಏರ್ಪಡಿಸಲಾಗಿದೆ. ಕಾರ್ಯಕ್ರಮದಲ್ಲಿ ಶರಣ ಸಾಹಿತ್ಯ ಕುರಿತಾದ ಹಲವು ಕೃತಿಗಳನ್ನು ಲೋಕಾರ್ಪಣೆ ಮಾಡಲಾಗುವುದು. ಖ್ಯಾತ ಕಲಾವಿದರು ರಚಿಸಿದ ಶರಣರ ಚಿತ್ರಗಳ ಪ್ರದರ್ಶನ ನಡೆಯಲಿದೆ. ಹೆಚ್ಚಿನ ಮಾಹಿತಿಗಾಗಿ ಮೊ. 9535500538 ಸಂಪರ್ಕಿಸಬಹುದು ಎಂದು ಪರಿಷತ್ತಿನ ಅಧ್ಯಕ್ಷರು ತಿಳಿಸಿದ್ದಾರೆ.: [292, 396, 712, 434]
- story2-body-col2: ನ್ಯಾಯಾಲಯದ ಆದೇಶದಂತೆ ಚುನಾವಣಾ ಪ್ರಕ್ರಿಯೆ ತಡೆಹಿಡಿಯಲಾಗಿದೆ ಎಂದು ಸಂಘದ ಪದಾಧಿಕಾರಿಗಳು ತಿಳಿಸಿದ್ದಾರೆ. ಮುಂದಿನ ವಿಚಾರಣೆ ನಡೆಯುವವರೆಗೆ ಯಾವುದೇ ಪ್ರಕ್ರಿಯೆ ನಡೆಸದಂತೆ ಸೂಚಿಸಲಾಗಿದೆ.: [174, 355, 284, 403]
- list-item: ■ ಜೆಎಸ್ಎಸ್ ಆಯುರ್ವೇದ ಆಸ್ಪತ್ರೆ: ಬೆಳಿಗ್ಗೆ 6.30ರಿಂದ ಯೋಗ ಮತ್ತು ಆರೋಗ್ಯ ಶಿಬಿರ. ನಂತರ ಆಯುರ್ವೇದ ತಜ್ಞರಿಂದ ಉಪನ್ಯಾಸ ಮತ್ತು ಸಲಹೆ.: [292, 919, 592, 939]
- section-name: ಮೈಸೂರು ನಗರ: [125, 52, 212, 72]
- ramzan-text: ಮೈಸೂರು,ಮಾ.1(ಪಿಎಂ)- ಪವಿತ್ರ ರಂಜಾನ್ ಮಾಸದ ಉಪವಾಸ ಭಾನುವಾರದಿಂದ ಆರಂಭವಾಗಲಿದೆ ಎಂದು ಮೈಸೂರು ಜಿಲ್ಲಾ ಮೂನ್ ಕಮಿಟಿ ಘೋಷಿಸಿದೆ. ಶುಕ್ರವಾರ ಸಂಜೆ ಚಂದ್ರ ದರ್ಶನವಾದ ಹಿನ್ನೆಲೆಯಲ್ಲಿ ಮಾರ್ಚ್ 2ರಿಂದ ಉಪವಾಸ ಆರಂಭವಾಗಲಿದೆ.: [292, 270, 427, 317]
- radio-line: ಮಧ್ಯಾಹ್ನ: 12.05 ವಿವಿಧ ಕಾರ್ಯಕ್ರಮಗಳು, 1.00 ಪ್ರಾದೇಶಿಕ ವಾರ್ತೆಗಳು, 2.00 ಮಹಿಳಾ ರಂಗ.: [605, 795, 840, 805]
- list-item: ■ ವಿಶ್ವಮಾನವ ಕುವೆಂಪು ಟ್ರಸ್ಟ್: ಕವಿಗೋಷ್ಠಿ, ಸ್ಥಳ: ಕುವೆಂಪುನಗರ, ಬೆಳಿಗ್ಗೆ 11ಕ್ಕೆ. ಯುವ ಕವಿಗಳು ಭಾಗವಹಿಸಲಿದ್ದಾರೆ.: [292, 1031, 565, 1041]
- list-item: ■ ಜನಪದ ಕಲಾ ವೇದಿಕೆ: ಜಾನಪದ ಗೀತೆಗಳ ಗಾಯನ, ಸ್ಥಳ: ಕಲಾಮಂದಿರ, ಸಂಜೆ 6ಕ್ಕೆ. ಹಿರಿಯ ಕಲಾವಿದರಿಂದ ಗಾಯನ.: [292, 1090, 572, 1100]
- parayana-photo: [292, 500, 650, 608]
- portrait-icon: [238, 1146, 284, 1202]
- list-item: ■ ಕರ್ನಾಟಕ ರಾಜ್ಯ ಸರ್ಕಾರಿ ನೌಕರರ ಸಂಘ: ಸಾಂಸ್ಕೃತಿಕ ಸ್ಪರ್ಧೆ, ಸ್ಥಳ: ಕಲಾಮಂದಿರ, ಬೆಳಿಗ್ಗೆ 10ಕ್ಕೆ. ವಿಜೇತರಿಗೆ ಬಹುಮಾನ ವಿತರಣೆ.: [292, 985, 592, 1005]
- story2-kicker: ಮೈಸೂರು ವಿವಿ ಹಳೇ ವಿದ್ಯಾರ್ಥಿಗಳ ಸಂಘದ: [58, 322, 203, 334]
- portrait-icon: [136, 720, 192, 786]
- radio-line: ಸಂಜೆ: 5.30 ಯುವವಾಣಿ, 6.30 ಗ್ರಾಮೀಣ ಕಾರ್ಯಕ್ರಮ, 7.30 ನಾಟಕ, 9.00 ರಾಷ್ಟ್ರೀಯ ವಾರ್ತೆಗಳು.: [605, 805, 856, 815]
